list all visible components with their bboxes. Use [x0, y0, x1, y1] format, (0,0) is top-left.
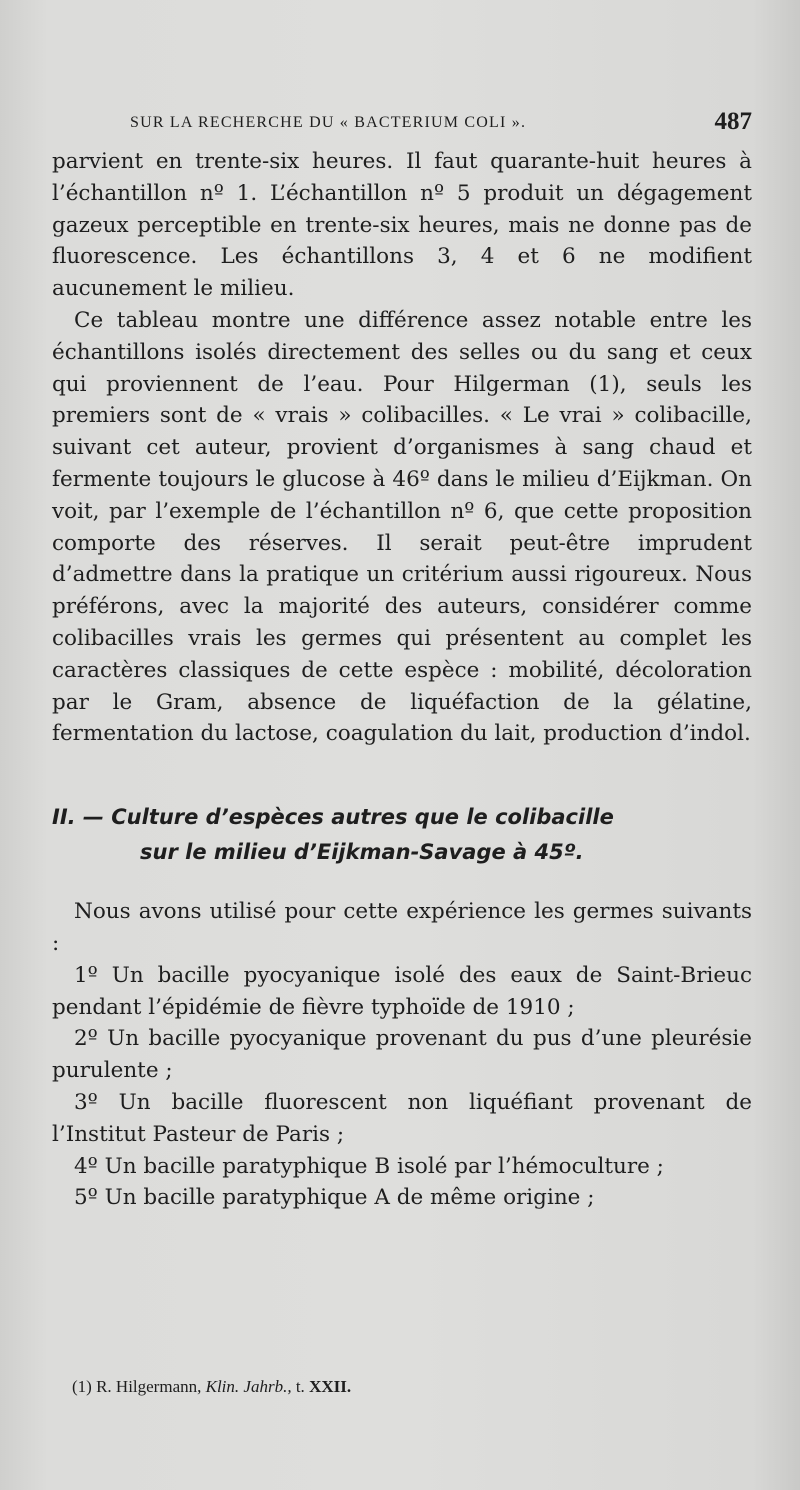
section-heading-line-1: II. — Culture d’espèces autres que le colibacille [52, 805, 614, 830]
paragraph: Ce tableau montre une différence assez notable entre les échantillons isolés directement des selles ou du sang et ceux qui proviennent de l’eau. Pour Hilgerman (1), seuls les premiers sont de « vrais » colibacilles. « Le vrai » colibacille, suivant cet auteur, provient d’organismes à sang chaud et fermente toujours le glucose à 46º dans le milieu d’Eijkman. On voit, par l’exemple de l’échantillon nº 6, que cette proposition comporte des réserves. Il serait peut-être imprudent d’admettre dans la pratique un critérium aussi rigoureux. Nous préférons, avec la majorité des auteurs, considérer comme colibacilles vrais les germes qui présentent au complet les caractères classiques de cette espèce : mobilité, décoloration par le Gram, absence de liquéfaction de la gélatine, fermentation du lactose, coagulation du lait, production d’indol. [52, 307, 752, 747]
section-heading-line-2: sur le milieu d’Eijkman-Savage à 45º. [140, 840, 584, 865]
footnote-author: R. Hilgermann, [96, 1377, 202, 1396]
footnote-journal: Klin. Jahrb., [205, 1377, 292, 1396]
footnote-volume: XXII. [309, 1377, 352, 1396]
list-item: 1º Un bacille pyocyanique isolé des eaux de Saint-Brieuc pendant l’épidémie de fièvre typhoïde de 1910 ; [52, 962, 752, 1020]
paragraph-continued: parvient en trente-six heures. Il faut quarante-huit heures à l’échantillon nº 1. L’échantillon nº 5 produit un dégagement gazeux perceptible en trente-six heures, mais ne donne pas de fluorescence. Les échantillons 3, 4 et 6 ne modifient aucunement le milieu. [52, 149, 752, 302]
footnote [72, 1376, 752, 1398]
section-heading [52, 800, 752, 870]
running-title: SUR LA RECHERCHE DU « BACTERIUM COLI ». [130, 114, 527, 131]
list-item: 3º Un bacille fluorescent non liquéfiant provenant de l’Institut Pasteur de Paris ; [52, 1089, 752, 1147]
footnote-marker: (1) [72, 1377, 92, 1396]
footnote-volume-label: t. [295, 1377, 305, 1396]
list-item: 5º Un bacille paratyphique A de même origine ; [74, 1185, 595, 1211]
intro-paragraph: Nous avons utilisé pour cette expérience les germes suivants : [52, 899, 752, 956]
running-head [130, 108, 752, 138]
list-item: 2º Un bacille pyocyanique provenant du pus d’une pleurésie purulente ; [52, 1026, 752, 1084]
list-item: 4º Un bacille paratyphique B isolé par l’hémoculture ; [74, 1153, 664, 1179]
page-number: 487 [714, 108, 752, 135]
body-text [52, 146, 752, 1214]
